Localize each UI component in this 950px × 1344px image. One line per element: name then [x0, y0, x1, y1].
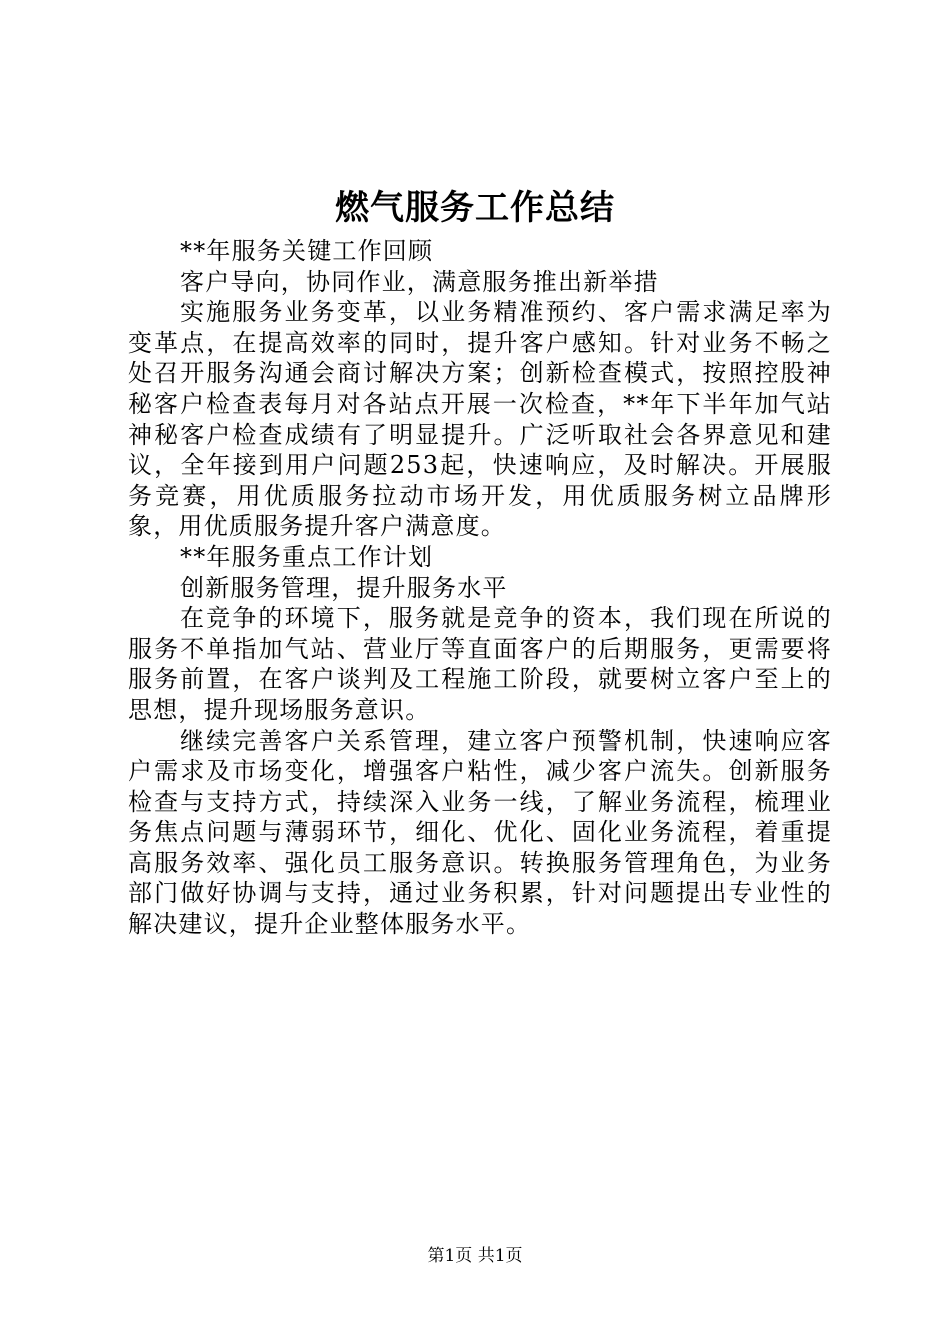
paragraph-customer-relations: 继续完善客户关系管理，建立客户预警机制，快速响应客户需求及市场变化，增强客户粘性，减少客户流失。创新服务检查与支持方式，持续深入业务一线，了解业务流程，梳理业务焦点问题与薄弱环节，细化、优化、固化业务流程，着重提高服务效率、强化员工服务意识。转换服务管理角色，为业务部门做好协调与支持，通过业务积累，针对问题提出专业性的解决建议，提升企业整体服务水平。	[128, 726, 832, 939]
page-footer: 第1页 共1页	[427, 1246, 523, 1266]
heading-plan: **年服务重点工作计划	[180, 542, 434, 571]
document-body	[128, 236, 832, 940]
subheading-customer-oriented: 客户导向，协同作业，满意服务推出新举措	[180, 267, 659, 296]
document-title: 燃气服务工作总结	[335, 188, 615, 228]
paragraph-service-reform: 实施服务业务变革，以业务精准预约、客户需求满足率为变革点，在提高效率的同时，提升客户感知。针对业务不畅之处召开服务沟通会商讨解决方案；创新检查模式，按照控股神秘客户检查表每月对各站点开展一次检查，**年下半年加气站神秘客户检查成绩有了明显提升。广泛听取社会各界意见和建议，全年接到用户问题253起，快速响应，及时解决。开展服务竞赛，用优质服务拉动市场开发，用优质服务树立品牌形象，用优质服务提升客户满意度。	[128, 298, 832, 541]
subheading-innovate-management: 创新服务管理，提升服务水平	[180, 573, 508, 602]
heading-review: **年服务关键工作回顾	[180, 237, 434, 265]
paragraph-competition-service: 在竞争的环境下，服务就是竞争的资本，我们现在所说的服务不单指加气站、营业厅等直面客户的后期服务，更需要将服务前置，在客户谈判及工程施工阶段，就要树立客户至上的思想，提升现场服务意识。	[128, 604, 832, 724]
